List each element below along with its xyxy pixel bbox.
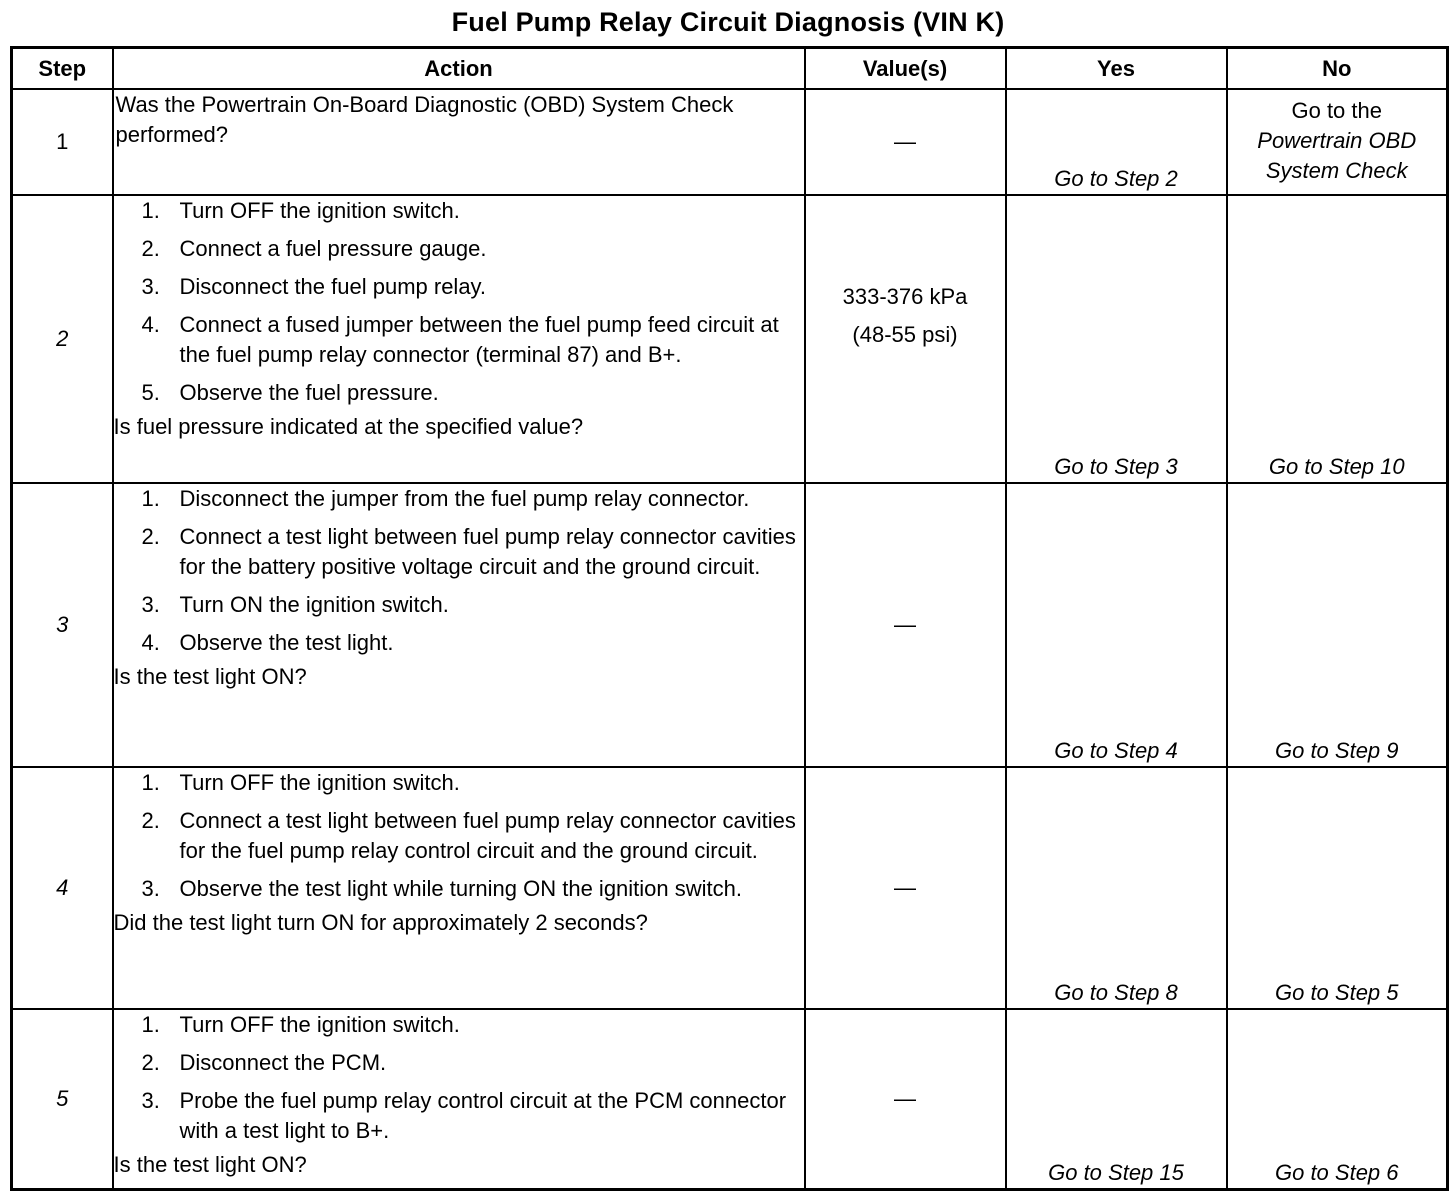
table-row [12,483,1448,767]
yes-cell [1006,89,1227,195]
step-text: Observe the test light. [179,630,394,655]
step-number: 3 [12,483,113,767]
action-step [114,590,804,620]
step-index: 3. [141,274,160,299]
action-step [114,234,804,264]
yes-cell [1006,767,1227,1009]
step-text: Turn ON the ignition switch. [179,592,449,617]
header-action: Action [113,48,805,90]
no-link[interactable]: Go to Step 10 [1268,454,1405,479]
no-link[interactable]: Go to Step 9 [1274,738,1399,763]
action-question: Was the Powertrain On-Board Diagnostic (OBD) System Check performed? [115,92,734,147]
step-text: Turn OFF the ignition switch. [179,770,460,795]
value-cell [805,483,1006,767]
step-text: Observe the test light while turning ON the ignition switch. [179,876,742,901]
step-text: Observe the fuel pressure. [179,380,439,405]
action-step [114,310,804,370]
action-steps [114,768,804,904]
diagnosis-table [10,46,1449,1191]
action-cell [113,483,805,767]
no-link[interactable]: Powertrain OBD [1257,128,1417,153]
step-text: Disconnect the PCM. [179,1050,387,1075]
step-number: 4 [12,767,113,1009]
action-step [114,1086,804,1146]
step-number: 5 [12,1009,113,1190]
action-step [114,768,804,798]
value-text: (48-55 psi) [852,322,958,347]
no-link[interactable]: System Check [1265,158,1408,183]
action-step [114,272,804,302]
action-cell [113,195,805,483]
step-index: 4. [141,312,160,337]
action-step [114,1010,804,1040]
no-link[interactable]: Go to Step 5 [1274,980,1399,1005]
action-step [114,806,804,866]
value-text: — [894,1086,916,1111]
yes-link[interactable]: Go to Step 15 [1048,1160,1184,1185]
yes-link[interactable]: Go to Step 3 [1054,454,1178,479]
yes-cell [1006,1009,1227,1190]
value-text: 333-376 kPa [842,284,968,309]
step-index: 2. [141,236,160,261]
yes-link[interactable]: Go to Step 2 [1054,166,1178,191]
action-step [114,522,804,582]
no-cell [1227,195,1448,483]
value-cell [805,1009,1006,1190]
step-index: 5. [141,380,160,405]
step-text: Connect a fused jumper between the fuel pump feed circuit at the fuel pump relay connector (terminal 87) and B+. [179,312,779,367]
no-link[interactable]: Go to Step 6 [1274,1160,1399,1185]
action-step [114,628,804,658]
step-text: Disconnect the fuel pump relay. [179,274,487,299]
no-cell [1227,767,1448,1009]
action-step [114,1048,804,1078]
table-row [12,195,1448,483]
action-cell [113,1009,805,1190]
step-number: 2 [12,195,113,483]
value-cell [805,195,1006,483]
table-row [12,767,1448,1009]
step-index: 2. [141,808,160,833]
action-steps [114,484,804,658]
value-text: — [894,875,916,900]
step-index: 2. [141,1050,160,1075]
step-number: 1 [12,89,113,195]
action-step [114,196,804,226]
step-text: Turn OFF the ignition switch. [179,1012,460,1037]
action-question: Is the test light ON? [113,1152,307,1177]
page-title: Fuel Pump Relay Circuit Diagnosis (VIN K) [451,7,1005,37]
value-cell [805,89,1006,195]
step-text: Turn OFF the ignition switch. [179,198,460,223]
step-index: 1. [141,1012,160,1037]
yes-link[interactable]: Go to Step 8 [1054,980,1178,1005]
header-no: No [1227,48,1448,90]
step-text: Connect a fuel pressure gauge. [179,236,487,261]
step-index: 3. [141,1088,160,1113]
header-row [12,48,1448,90]
action-step [114,874,804,904]
step-index: 3. [141,876,160,901]
table-row [12,1009,1448,1190]
no-cell [1227,1009,1448,1190]
header-step: Step [12,48,113,90]
no-text: Go to the [1291,98,1382,123]
step-index: 4. [141,630,160,655]
yes-cell [1006,195,1227,483]
action-question: Is the test light ON? [113,664,307,689]
step-text: Connect a test light between fuel pump relay connector cavities for the battery positive voltage circuit and the ground circuit. [179,524,796,579]
action-cell [113,767,805,1009]
action-steps [114,1010,804,1146]
step-index: 1. [141,770,160,795]
step-text: Connect a test light between fuel pump relay connector cavities for the fuel pump relay control circuit and the ground circuit. [179,808,796,863]
table-row [12,89,1448,195]
step-text: Disconnect the jumper from the fuel pump relay connector. [179,486,750,511]
action-step [114,484,804,514]
step-text: Probe the fuel pump relay control circuit at the PCM connector with a test light to B+. [179,1088,787,1143]
value-text: — [894,612,916,637]
step-index: 1. [141,198,160,223]
step-index: 3. [141,592,160,617]
step-index: 1. [141,486,160,511]
value-cell [805,767,1006,1009]
step-index: 2. [141,524,160,549]
action-question: Did the test light turn ON for approximately 2 seconds? [113,910,648,935]
action-steps [114,196,804,408]
header-yes: Yes [1006,48,1227,90]
header-values: Value(s) [805,48,1006,90]
action-step [114,378,804,408]
no-cell [1227,89,1448,195]
yes-link[interactable]: Go to Step 4 [1054,738,1178,763]
yes-cell [1006,483,1227,767]
action-cell [113,89,805,195]
no-cell [1227,483,1448,767]
value-text: — [894,129,916,154]
action-question: Is fuel pressure indicated at the specified value? [113,414,584,439]
